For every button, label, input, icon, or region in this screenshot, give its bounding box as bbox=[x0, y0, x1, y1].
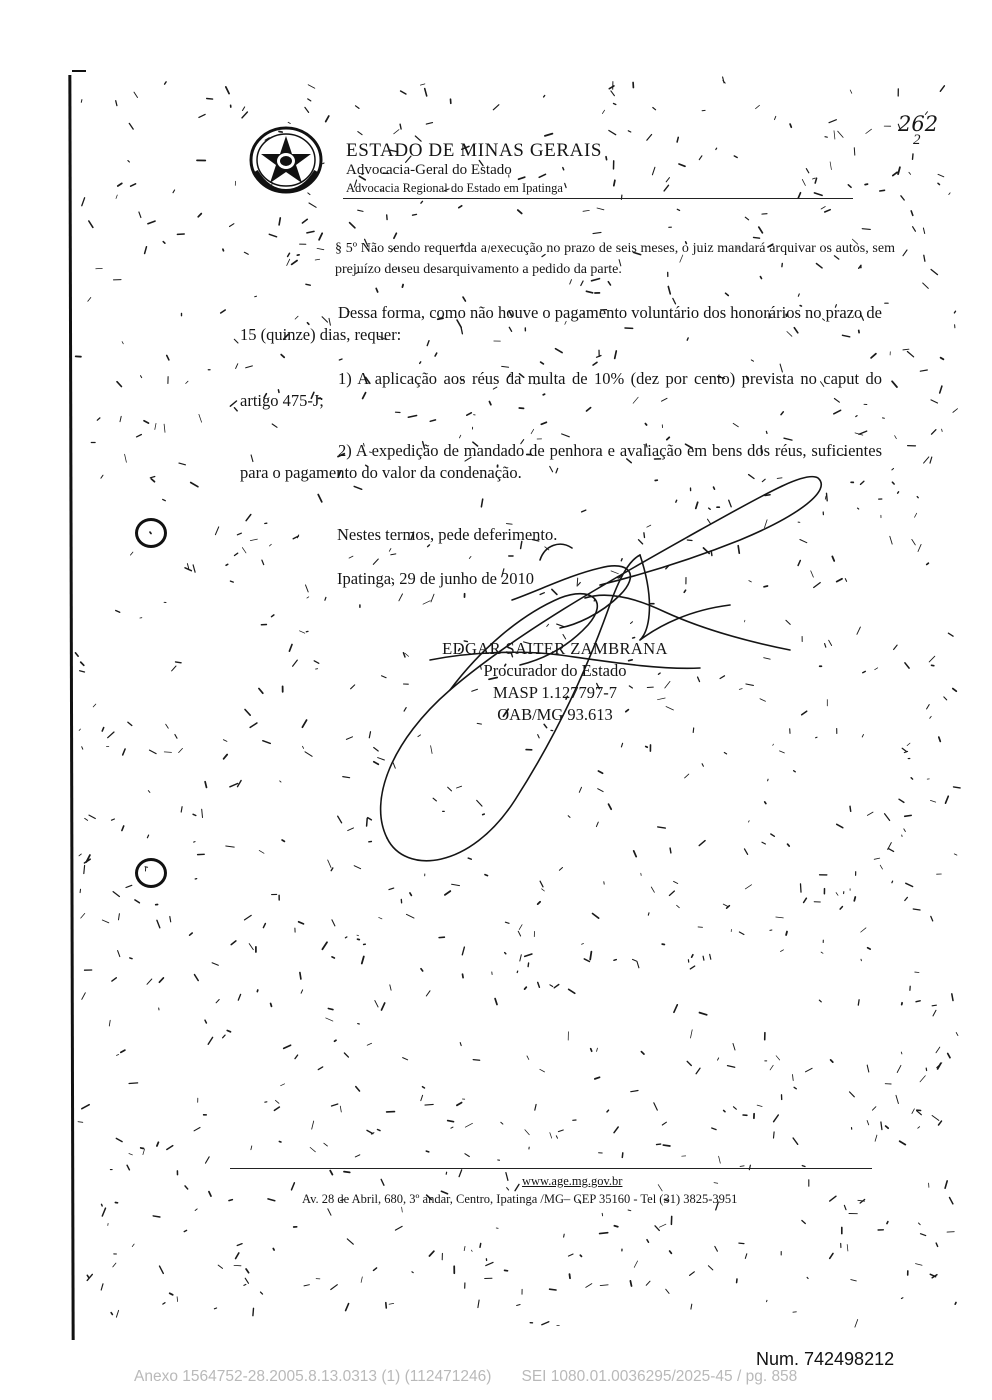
state-name: ESTADO DE MINAS GERAIS bbox=[346, 140, 603, 161]
footer-divider bbox=[230, 1168, 872, 1169]
request-paragraph-text: Dessa forma, como não houve o pagamento voluntário dos honorários no prazo de 15 (quinze) dias, requer: bbox=[240, 303, 882, 344]
document-number-stamp: Num. 742498212 bbox=[756, 1349, 895, 1369]
signer-name: EDGAR SAITER ZAMBRANA bbox=[442, 639, 668, 658]
legal-quote: § 5º Não sendo requerida a execução no prazo de seis meses, o juiz mandará arquivar os autos, sem prejuízo de seu desarquivamento a pedido da parte. bbox=[335, 241, 895, 277]
footer-url: www.age.mg.gov.br bbox=[522, 1174, 623, 1188]
agency-name: Advocacia-Geral do Estado bbox=[346, 162, 512, 178]
signer-title: Procurador do Estado bbox=[483, 661, 627, 680]
punch-hole-bottom bbox=[135, 858, 167, 888]
request-item-2-text: 2) A expedição de mandado de penhora e avaliação em bens dos réus, suficientes para o pagamento do valor da condenação. bbox=[240, 441, 882, 482]
annex-stamp: Anexo 1564752-28.2005.8.13.0313 (1) (112471246) SEI 1080.01.0036295/2025-45 / pg. 858 bbox=[134, 1368, 798, 1385]
handwritten-page-sub: 2 bbox=[913, 132, 921, 148]
request-item-1-text: 1) A aplicação aos réus da multa de 10% (dez por cento) prevista no caput do artigo 475-J; bbox=[240, 369, 882, 410]
punch-hole-top bbox=[135, 518, 167, 548]
footer-address: Av. 28 de Abril, 680, 3º andar, Centro, Ipatinga /MG– CEP 35160 - Tel (31) 3825-3951 bbox=[302, 1192, 738, 1206]
signer-oab: OAB/MG 93.613 bbox=[497, 705, 613, 724]
signer-masp: MASP 1.127797-7 bbox=[492, 683, 618, 702]
regional-office: Advocacia Regional do Estado em Ipatinga bbox=[346, 181, 563, 195]
place-date: Ipatinga, 29 de junho de 2010 bbox=[337, 569, 535, 588]
closing-line: Nestes termos, pede deferimento. bbox=[337, 525, 558, 544]
handwritten-page-number: 262 bbox=[898, 112, 939, 136]
